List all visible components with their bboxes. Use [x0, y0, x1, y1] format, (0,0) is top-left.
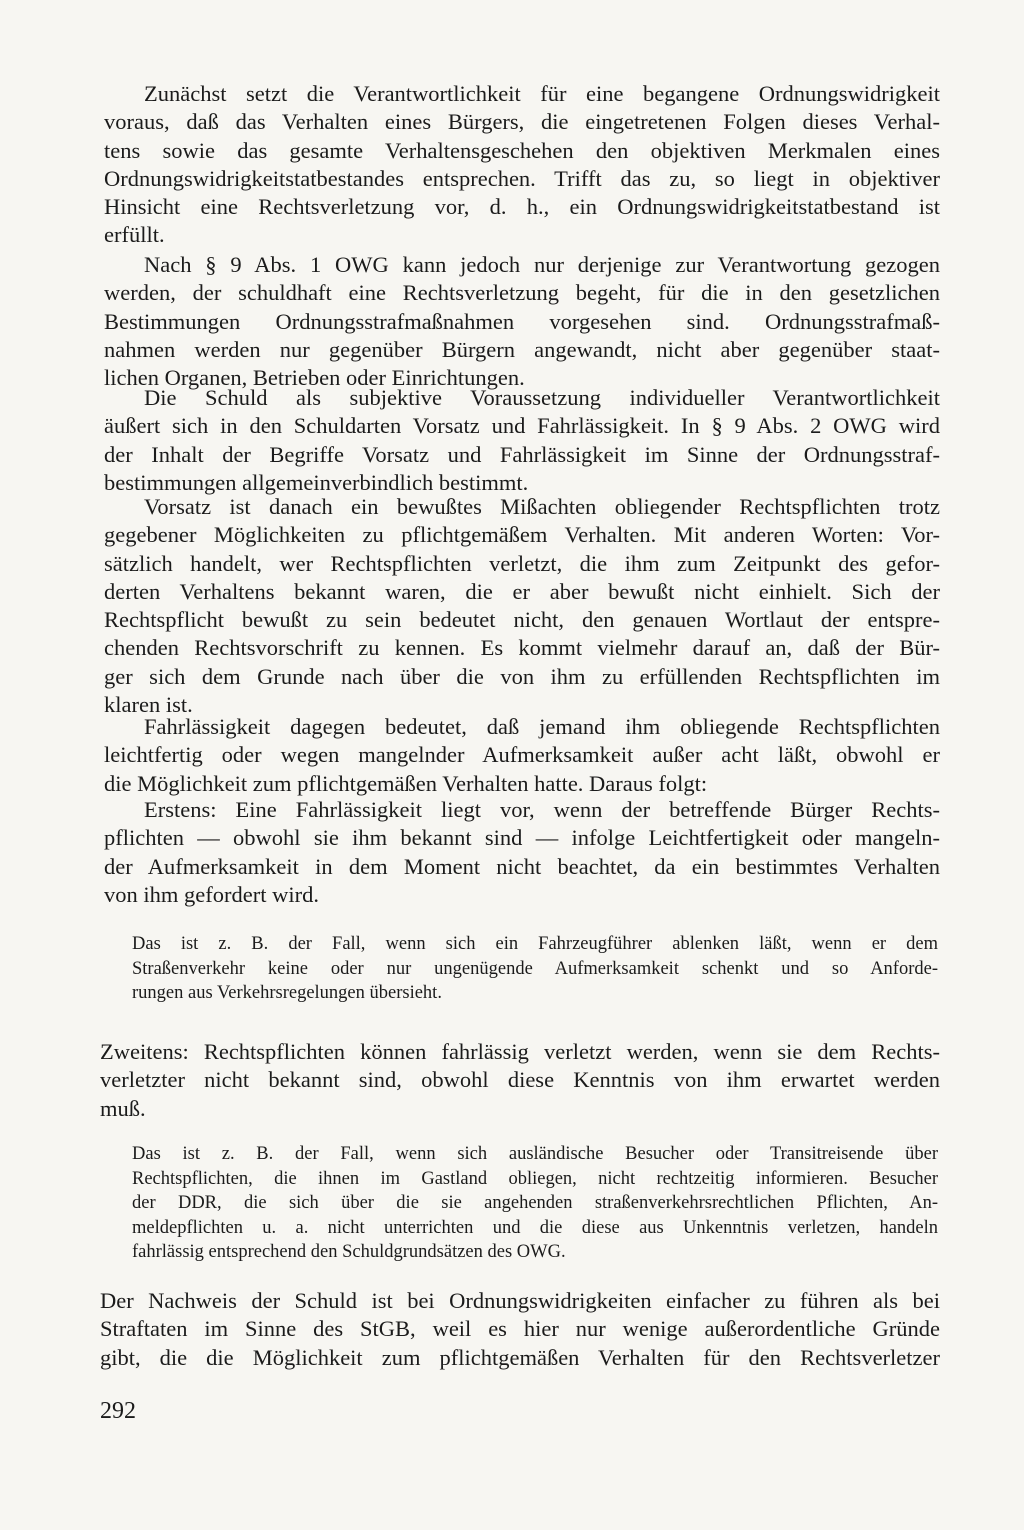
text-line: die Möglichkeit zum pflichtgemäßen Verhalten hatte. Daraus folgt:	[104, 770, 708, 796]
text-line: Fahrlässigkeit dagegen bedeutet, daß jemand ihm obliegende Rechtspflichten	[144, 714, 940, 739]
paragraph-7	[100, 1038, 940, 1123]
text-line: der Inhalt der Begriffe Vorsatz und Fahrlässigkeit im Sinne der Ordnungsstraf-	[104, 441, 940, 467]
text-line: bestimmungen allgemeinverbindlich bestimmt.	[104, 469, 529, 495]
paragraph-5	[104, 713, 940, 798]
text-line: Rechtspflichten, die ihnen im Gastland obliegen, nicht rechtzeitig informieren. Besucher	[132, 1168, 938, 1189]
text-line: der DDR, die sich über die sie angehenden straßenverkehrsrechtlichen Pflichten, An-	[132, 1193, 938, 1213]
paragraph-1	[104, 80, 940, 250]
text-line: Straftaten im Sinne des StGB, weil es hier nur wenige außerordentliche Gründe	[100, 1316, 940, 1342]
text-line: chenden Rechtsvorschrift zu kennen. Es kommt vielmehr darauf an, daß der Bür-	[104, 635, 940, 661]
paragraph-4	[104, 493, 940, 719]
text-line: Straßenverkehr keine oder nur ungenügende Aufmerksamkeit schenkt und so Anforde-	[132, 958, 938, 979]
text-line: Nach § 9 Abs. 1 OWG kann jedoch nur derjenige zur Verantwortung gezogen	[144, 252, 940, 277]
text-line: leichtfertig oder wegen mangelnder Aufmerksamkeit außer acht läßt, obwohl er	[104, 742, 940, 768]
text-line: Bestimmungen Ordnungsstrafmaßnahmen vorgesehen sind. Ordnungsstrafmaß-	[104, 308, 940, 334]
text-line: muß.	[100, 1095, 146, 1121]
page-number: 292	[100, 1398, 136, 1424]
text-line: derten Verhaltens bekannt waren, die er aber bewußt nicht einhielt. Sich der	[104, 578, 940, 604]
text-line: tens sowie das gesamte Verhaltensgeschehen den objektiven Merkmalen eines	[104, 137, 940, 163]
text-line: verletzter nicht bekannt sind, obwohl diese Kenntnis von ihm erwartet werden	[100, 1067, 940, 1093]
text-line: pflichten — obwohl sie ihm bekannt sind — infolge Leichtfertigkeit oder mangeln-	[104, 825, 940, 851]
text-line: Das ist z. B. der Fall, wenn sich ausländische Besucher oder Transitreisende über	[132, 1144, 938, 1164]
text-line: Die Schuld als subjektive Voraussetzung individueller Verantwortlichkeit	[144, 385, 940, 410]
text-line: Vorsatz ist danach ein bewußtes Mißachten obliegender Rechtspflichten trotz	[144, 494, 940, 519]
text-line: ger sich dem Grunde nach über die von ihm zu erfüllenden Rechtspflichten im	[104, 663, 940, 689]
text-line: erfüllt.	[104, 222, 165, 248]
text-line: nahmen werden nur gegenüber Bürgern angewandt, nicht aber gegenüber staat-	[104, 336, 940, 362]
text-line: Zunächst setzt die Verantwortlichkeit für eine begangene Ordnungswidrigkeit	[144, 81, 940, 106]
text-line: von ihm gefordert wird.	[104, 881, 319, 907]
text-line: meldepflichten u. a. nicht unterrichten und die diese aus Unkenntnis verletzen, handeln	[132, 1217, 938, 1238]
example-note-2	[132, 1142, 938, 1265]
paragraph-6	[104, 796, 940, 909]
paragraph-8	[100, 1287, 940, 1372]
text-line: der Aufmerksamkeit in dem Moment nicht beachtet, da ein bestimmtes Verhalten	[104, 853, 940, 879]
text-line: Das ist z. B. der Fall, wenn sich ein Fahrzeugführer ablenken läßt, wenn er dem	[132, 934, 938, 954]
text-line: voraus, daß das Verhalten eines Bürgers, die eingetretenen Folgen dieses Verhal-	[104, 109, 940, 135]
text-line: äußert sich in den Schuldarten Vorsatz und Fahrlässigkeit. In § 9 Abs. 2 OWG wird	[104, 413, 940, 439]
text-line: sätzlich handelt, wer Rechtspflichten verletzt, die ihm zum Zeitpunkt des gefor-	[104, 550, 940, 576]
text-line: Der Nachweis der Schuld ist bei Ordnungswidrigkeiten einfacher zu führen als bei	[100, 1288, 940, 1313]
text-line: Erstens: Eine Fahrlässigkeit liegt vor, wenn der betreffende Bürger Rechts-	[144, 797, 940, 822]
text-line: Rechtspflicht bewußt zu sein bedeutet nicht, den genauen Wortlaut der entspre-	[104, 607, 940, 633]
paragraph-2	[104, 251, 940, 392]
text-line: fahrlässig entsprechend den Schuldgrundsätzen des OWG.	[132, 1242, 566, 1262]
example-note-1	[132, 932, 938, 1006]
text-line: klaren ist.	[104, 692, 193, 718]
text-line: werden, der schuldhaft eine Rechtsverletzung begeht, für die in den gesetzlichen	[104, 280, 940, 306]
text-line: Hinsicht eine Rechtsverletzung vor, d. h., ein Ordnungswidrigkeitstatbestand ist	[104, 194, 940, 220]
text-line: gibt, die die Möglichkeit zum pflichtgemäßen Verhalten für den Rechtsverletzer	[100, 1344, 940, 1370]
text-line: gegebener Möglichkeiten zu pflichtgemäßem Verhalten. Mit anderen Worten: Vor-	[104, 522, 940, 548]
text-line: Ordnungswidrigkeitstatbestandes entsprechen. Trifft das zu, so liegt in objektiver	[104, 165, 940, 191]
text-line: Zweitens: Rechtspflichten können fahrlässig verletzt werden, wenn sie dem Rechts-	[100, 1039, 940, 1064]
paragraph-3	[104, 384, 940, 497]
text-line: lichen Organen, Betrieben oder Einrichtungen.	[104, 365, 525, 391]
text-line: rungen aus Verkehrsregelungen übersieht.	[132, 983, 442, 1003]
